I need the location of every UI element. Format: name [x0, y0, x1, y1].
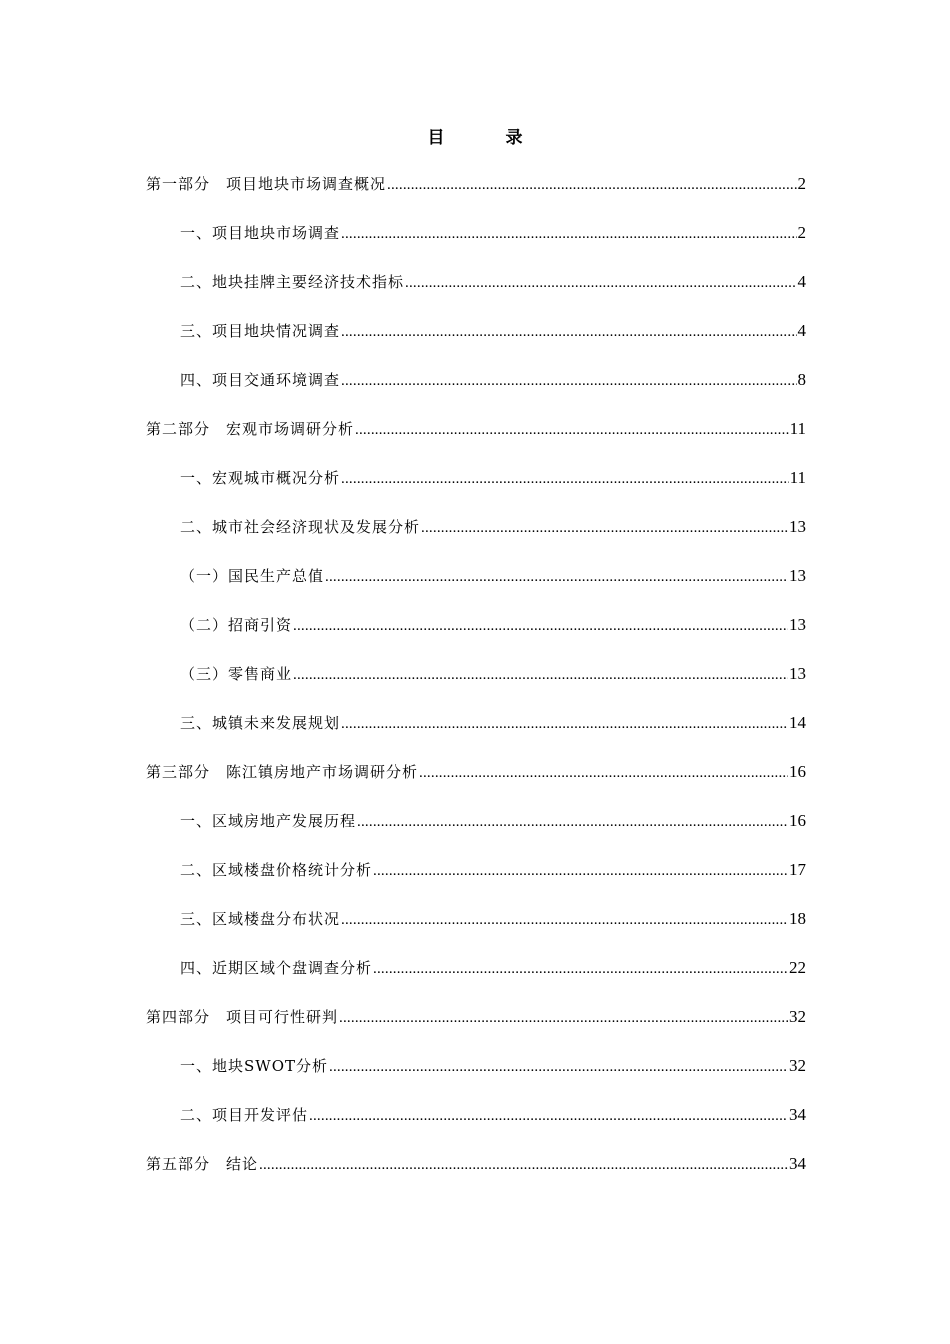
- toc-entry[interactable]: [146, 366, 806, 415]
- toc-entry[interactable]: [146, 1052, 806, 1101]
- toc-dot-leader: [387, 171, 796, 199]
- toc-page-number: 2: [797, 223, 806, 242]
- toc-page-number: 11: [789, 468, 806, 487]
- toc-entry[interactable]: [146, 219, 806, 268]
- toc-page-number: 18: [789, 909, 806, 928]
- toc-entry-text: 一、区域房地产发展历程: [180, 812, 357, 830]
- toc-page-number: 34: [789, 1105, 806, 1124]
- toc-entry[interactable]: [146, 513, 806, 562]
- toc-entry[interactable]: [146, 758, 806, 807]
- toc-page-number: 17: [789, 860, 806, 879]
- toc-dot-leader: [355, 416, 789, 444]
- toc-page-number: 32: [789, 1007, 806, 1026]
- toc-page-number: 16: [789, 762, 806, 781]
- toc-entry[interactable]: [146, 807, 806, 856]
- toc-entry[interactable]: [146, 170, 806, 219]
- toc-dot-leader: [341, 906, 788, 934]
- toc-page-number: 11: [789, 419, 806, 438]
- toc-page-number: 32: [789, 1056, 806, 1075]
- toc-dot-leader: [373, 857, 788, 885]
- toc-entry[interactable]: [146, 660, 806, 709]
- toc-dot-leader: [341, 220, 796, 248]
- toc-entry[interactable]: [146, 709, 806, 758]
- toc-page-number: 14: [789, 713, 806, 732]
- toc-entry-text: 三、区域楼盘分布状况: [180, 910, 341, 928]
- toc-dot-leader: [341, 318, 796, 346]
- toc-entry-text: 四、项目交通环境调查: [180, 371, 341, 389]
- toc-entry[interactable]: [146, 562, 806, 611]
- toc-entry-text: 第三部分 陈江镇房地产市场调研分析: [146, 763, 419, 781]
- toc-dot-leader: [293, 661, 788, 689]
- toc-page-number: 16: [789, 811, 806, 830]
- toc-entry-text: 一、项目地块市场调查: [180, 224, 341, 242]
- toc-entry-text: 二、项目开发评估: [180, 1106, 309, 1124]
- toc-entry[interactable]: [146, 1101, 806, 1150]
- toc-entry[interactable]: [146, 268, 806, 317]
- toc-entry-text: 二、地块挂牌主要经济技术指标: [180, 273, 405, 291]
- toc-page-number: 13: [789, 566, 806, 585]
- toc-dot-leader: [293, 612, 788, 640]
- toc-entry-text: 第二部分 宏观市场调研分析: [146, 420, 355, 438]
- toc-entry-text: 三、城镇未来发展规划: [180, 714, 341, 732]
- toc-entry[interactable]: [146, 1003, 806, 1052]
- toc-page-number: 4: [797, 272, 806, 291]
- toc-entry-text: （一）国民生产总值: [180, 567, 325, 585]
- toc-page-number: 34: [789, 1154, 806, 1173]
- toc-page-number: 4: [797, 321, 806, 340]
- toc-page-number: 13: [789, 615, 806, 634]
- toc-dot-leader: [421, 514, 788, 542]
- toc-dot-leader: [405, 269, 796, 297]
- toc-entry-text: 一、宏观城市概况分析: [180, 469, 341, 487]
- toc-entry-text: 第五部分 结论: [146, 1155, 259, 1173]
- toc-entry-text: 二、区域楼盘价格统计分析: [180, 861, 373, 879]
- toc-entry-text: （三）零售商业: [180, 665, 293, 683]
- toc-entry-text: 第一部分 项目地块市场调查概况: [146, 175, 387, 193]
- toc-entry[interactable]: [146, 856, 806, 905]
- toc-entry-text: 二、城市社会经济现状及发展分析: [180, 518, 421, 536]
- toc-entry[interactable]: [146, 464, 806, 513]
- toc-dot-leader: [309, 1102, 788, 1130]
- toc-entry[interactable]: [146, 1150, 806, 1199]
- toc-dot-leader: [259, 1151, 788, 1179]
- toc-entry-text: 第四部分 项目可行性研判: [146, 1008, 339, 1026]
- toc-entry-text: 一、地块SWOT分析: [180, 1057, 328, 1075]
- toc-dot-leader: [373, 955, 788, 983]
- toc-dot-leader: [357, 808, 788, 836]
- toc-entry[interactable]: [146, 415, 806, 464]
- toc-entry[interactable]: [146, 954, 806, 1003]
- toc-entry[interactable]: [146, 317, 806, 366]
- toc-page-number: 13: [789, 664, 806, 683]
- toc-entry-text: 四、近期区域个盘调查分析: [180, 959, 373, 977]
- toc-dot-leader: [341, 710, 788, 738]
- toc-dot-leader: [325, 563, 788, 591]
- toc-entry[interactable]: [146, 611, 806, 660]
- toc-title: 目 录: [427, 128, 545, 148]
- toc-dot-leader: [329, 1053, 788, 1081]
- toc-page-number: 13: [789, 517, 806, 536]
- toc-entry-text: 三、项目地块情况调查: [180, 322, 341, 340]
- toc-entry-text: （二）招商引资: [180, 616, 293, 634]
- toc-dot-leader: [341, 465, 789, 493]
- toc-dot-leader: [419, 759, 788, 787]
- toc-page-number: 8: [797, 370, 806, 389]
- toc-dot-leader: [339, 1004, 788, 1032]
- toc-page-number: 2: [797, 174, 806, 193]
- toc-list: [146, 170, 806, 1199]
- toc-page-number: 22: [789, 958, 806, 977]
- toc-dot-leader: [341, 367, 796, 395]
- toc-entry[interactable]: [146, 905, 806, 954]
